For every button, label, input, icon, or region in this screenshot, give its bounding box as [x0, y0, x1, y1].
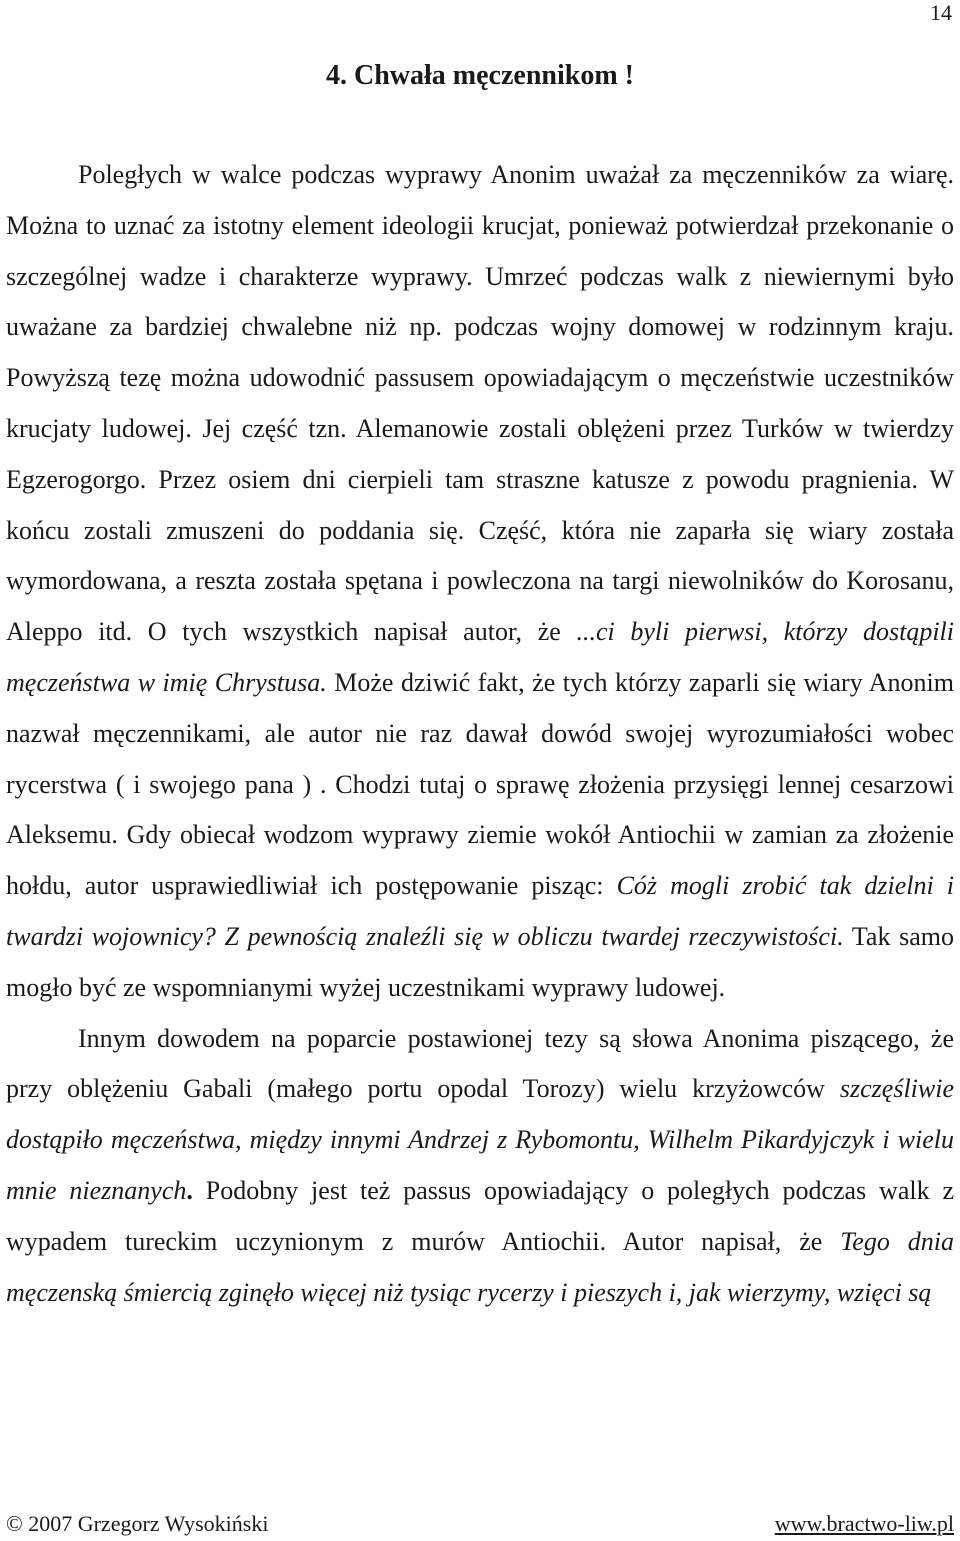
p1-text-2: Może dziwić fakt, że tych którzy zaparli się wiary Anonim nazwał męczennikami, ale autor nie raz dawał dowód swojej wyrozumiałości wobec rycerstwa ( i swojego pana ) . Chodzi tutaj o sprawę złożenia przysięgi lennej cesarzowi Aleksemu. Gdy obiecał wodzom wyprawy ziemie wokół Antiochii w zamian za złożenie hołdu, autor usprawiedliwiał ich postępowanie pisząc: [6, 667, 954, 901]
p2-text-1: Innym dowodem na poparcie postawionej tezy są słowa Anonima piszącego, że przy oblężeniu Gabali (małego portu opodal Torozy) wielu krzyżowców [6, 1023, 954, 1104]
p2-period: . [186, 1175, 193, 1205]
page-footer [6, 1510, 954, 1538]
footer-website-link[interactable]: www.bractwo-liw.pl [774, 1511, 954, 1536]
footer-copyright: © 2007 Grzegorz Wysokiński [6, 1511, 269, 1536]
page-number: 14 [930, 0, 952, 25]
p1-text-3: Tak samo mogło być ze wspomnianymi wyżej uczestnikami wyprawy ludowej. [6, 921, 954, 1002]
body-text [6, 150, 954, 1318]
paragraph-2 [6, 1014, 954, 1319]
p2-quote-1: szczęśliwie dostąpiło męczeństwa, między innymi Andrzej z Rybomontu, Wilhelm Pikardyjczyk i wielu mnie nieznanych [6, 1074, 954, 1205]
p1-text-1: Poległych w walce podczas wyprawy Anonim uważał za męczenników za wiarę. Można to uznać za istotny element ideologii krucjat, ponieważ potwierdzał przekonanie o szczególnej wadze i charakterze wyprawy. Umrzeć podczas walk z niewiernymi było uważane za bardziej chwalebne niż np. podczas wojny domowej w rodzinnym kraju. Powyższą tezę można udowodnić passusem opowiadającym o męczeństwie uczestników krucjaty ludowej. Jej część tzn. Alemanowie zostali oblężeni przez Turków w twierdzy Egzerogorgo. Przez osiem dni cierpieli tam straszne katusze z powodu pragnienia. W końcu zostali zmuszeni do poddania się. Część, która nie zaparła się wiary została wymordowana, a reszta została spętana i powleczona na targi niewolników do Korosanu, Aleppo itd. O tych wszystkich napisał autor, że [6, 160, 954, 647]
section-heading: 4. Chwała męczennikom ! [326, 60, 634, 91]
p2-text-2: Podobny jest też passus opowiadający o poległych podczas walk z wypadem tureckim uczynionym z murów Antiochii. Autor napisał, że [6, 1175, 954, 1256]
p2-quote-2: Tego dnia męczenską śmiercią zginęło więcej niż tysiąc rycerzy i pieszych i, jak wierzymy, wzięci są [6, 1226, 954, 1307]
p1-quote-1: ...ci byli pierwsi, którzy dostąpili męczeństwa w imię Chrystusa. [6, 617, 954, 697]
p1-quote-2: Cóż mogli zrobić tak dzielni i twardzi wojownicy? Z pewnością znaleźli się w obliczu twardej rzeczywistości. [6, 871, 954, 951]
paragraph-1 [6, 150, 954, 1014]
